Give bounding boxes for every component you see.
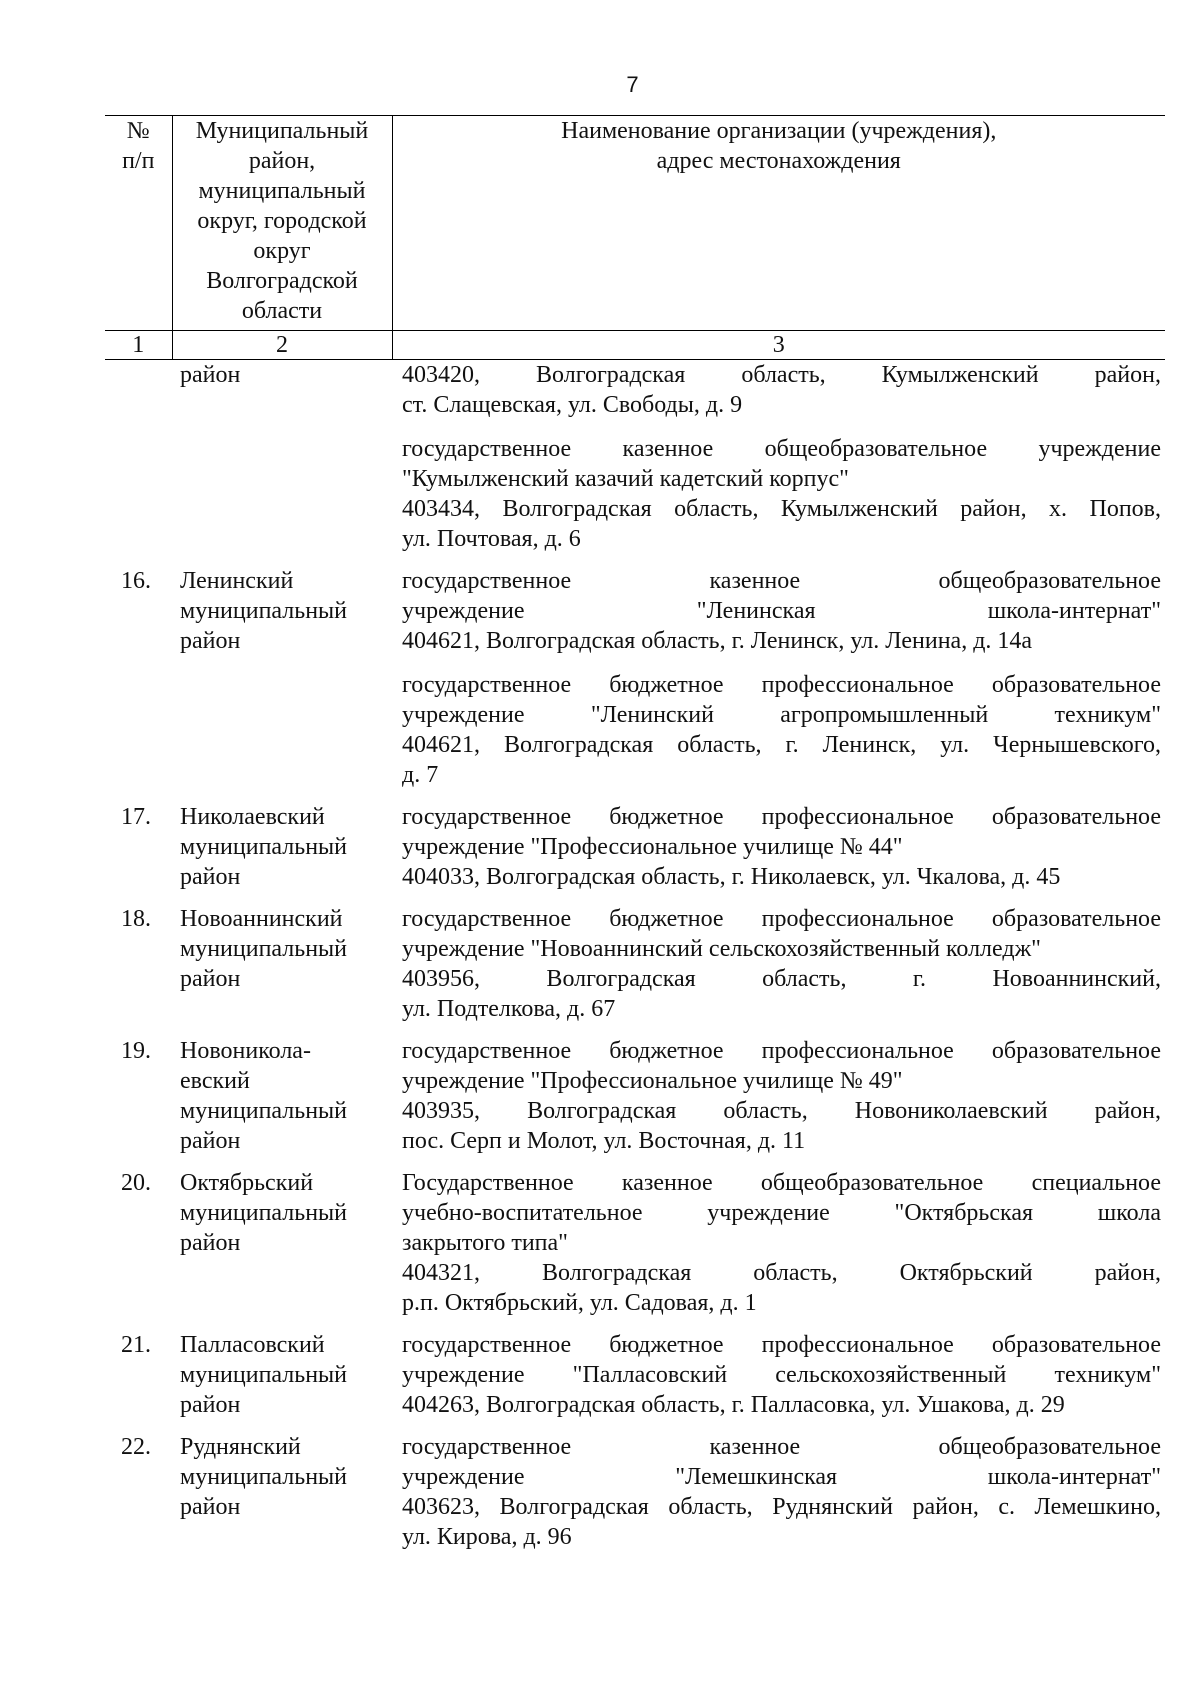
table-row bbox=[105, 1330, 1165, 1432]
organization-entry: государственное бюджетное профессиональное образовательное учреждение "Профессиональное училище № 44" 404033, Волгоградская область, г. Николаевск, ул. Чкалова, д. 45 bbox=[402, 804, 1161, 890]
organization-list bbox=[392, 566, 1165, 802]
row-number: 18. bbox=[121, 906, 151, 932]
organization-entry: государственное бюджетное профессиональное образовательное учреждение "Палласовский сельскохозяйственный техникум" 404263, Волгоградская область, г. Палласовка, ул. Ушакова, д. 29 bbox=[402, 1332, 1161, 1418]
organization-list bbox=[392, 1432, 1165, 1564]
organization-list bbox=[392, 1330, 1165, 1432]
organization-entry: Государственное казенное общеобразовательное специальное учебно-воспитательное учреждение "Октябрьская школа закрытого типа" 404321, Волгоградская область, Октябрьский район, р.п. Октябрьский, ул. Садовая, д. 1 bbox=[402, 1170, 1161, 1316]
district-name: Новоникола- евский муниципальный район bbox=[180, 1038, 348, 1154]
table-row bbox=[105, 1036, 1165, 1168]
district-name: район bbox=[180, 362, 241, 388]
header-organization: Наименование организации (учреждения), адрес местонахождения bbox=[392, 116, 1165, 331]
organization-list bbox=[392, 1036, 1165, 1168]
table-row bbox=[105, 1168, 1165, 1330]
column-number-2: 2 bbox=[172, 331, 392, 360]
district-name: Палласовский муниципальный район bbox=[180, 1332, 348, 1418]
district-name: Ленинский муниципальный район bbox=[180, 568, 348, 654]
organization-entry: государственное казенное общеобразовательное учреждение "Лемешкинская школа-интернат" 403623, Волгоградская область, Руднянский район, с. Лемешкино, ул. Кирова, д. 96 bbox=[402, 1434, 1161, 1550]
organization-list bbox=[392, 904, 1165, 1036]
header-number: № п/п bbox=[105, 116, 172, 331]
organization-entry: 403420, Волгоградская область, Кумылженский район, ст. Слащевская, ул. Свободы, д. 9 bbox=[402, 362, 1161, 418]
district-name: Николаевский муниципальный район bbox=[180, 804, 348, 890]
district-name: Новоаннинский муниципальный район bbox=[180, 906, 348, 992]
page-number: 7 bbox=[626, 72, 639, 97]
institutions-table bbox=[105, 115, 1165, 1564]
district-name: Октябрьский муниципальный район bbox=[180, 1170, 348, 1256]
row-number: 17. bbox=[121, 804, 151, 830]
row-number bbox=[105, 360, 172, 567]
organization-entry: государственное бюджетное профессиональное образовательное учреждение "Ленинский агропромышленный техникум" 404621, Волгоградская область, г. Ленинск, ул. Чернышевского, д. 7 bbox=[402, 672, 1161, 788]
row-number: 19. bbox=[121, 1038, 151, 1064]
organization-list bbox=[392, 802, 1165, 904]
table-header bbox=[105, 116, 1165, 360]
table-body bbox=[105, 360, 1165, 1565]
column-number-1: 1 bbox=[105, 331, 172, 360]
row-number: 22. bbox=[121, 1434, 151, 1460]
row-number: 21. bbox=[121, 1332, 151, 1358]
table-row bbox=[105, 566, 1165, 802]
organization-entry: государственное бюджетное профессиональное образовательное учреждение "Новоаннинский сельскохозяйственный колледж" 403956, Волгоградская область, г. Новоаннинский, ул. Подтелкова, д. 67 bbox=[402, 906, 1161, 1022]
organization-list bbox=[392, 1168, 1165, 1330]
organization-entry: государственное казенное общеобразовательное учреждение "Кумылженский казачий кадетский корпус" 403434, Волгоградская область, Кумылженский район, х. Попов, ул. Почтовая, д. 6 bbox=[402, 436, 1161, 552]
organization-entry: государственное бюджетное профессиональное образовательное учреждение "Профессиональное училище № 49" 403935, Волгоградская область, Новониколаевский район, пос. Серп и Молот, ул. Восточная, д. 11 bbox=[402, 1038, 1161, 1154]
row-number: 20. bbox=[121, 1170, 151, 1196]
header-district: Муниципальный район, муниципальный округ, городской округ Волгоградской области bbox=[172, 116, 392, 331]
organization-list bbox=[392, 360, 1165, 567]
table-row bbox=[105, 1432, 1165, 1564]
district-name: Руднянский муниципальный район bbox=[180, 1434, 348, 1520]
table-row bbox=[105, 904, 1165, 1036]
row-number: 16. bbox=[121, 568, 151, 594]
organization-entry: государственное казенное общеобразовательное учреждение "Ленинская школа-интернат" 404621, Волгоградская область, г. Ленинск, ул. Ленина, д. 14а bbox=[402, 568, 1161, 654]
table-row bbox=[105, 802, 1165, 904]
column-number-3: 3 bbox=[392, 331, 1165, 360]
table-row bbox=[105, 360, 1165, 567]
